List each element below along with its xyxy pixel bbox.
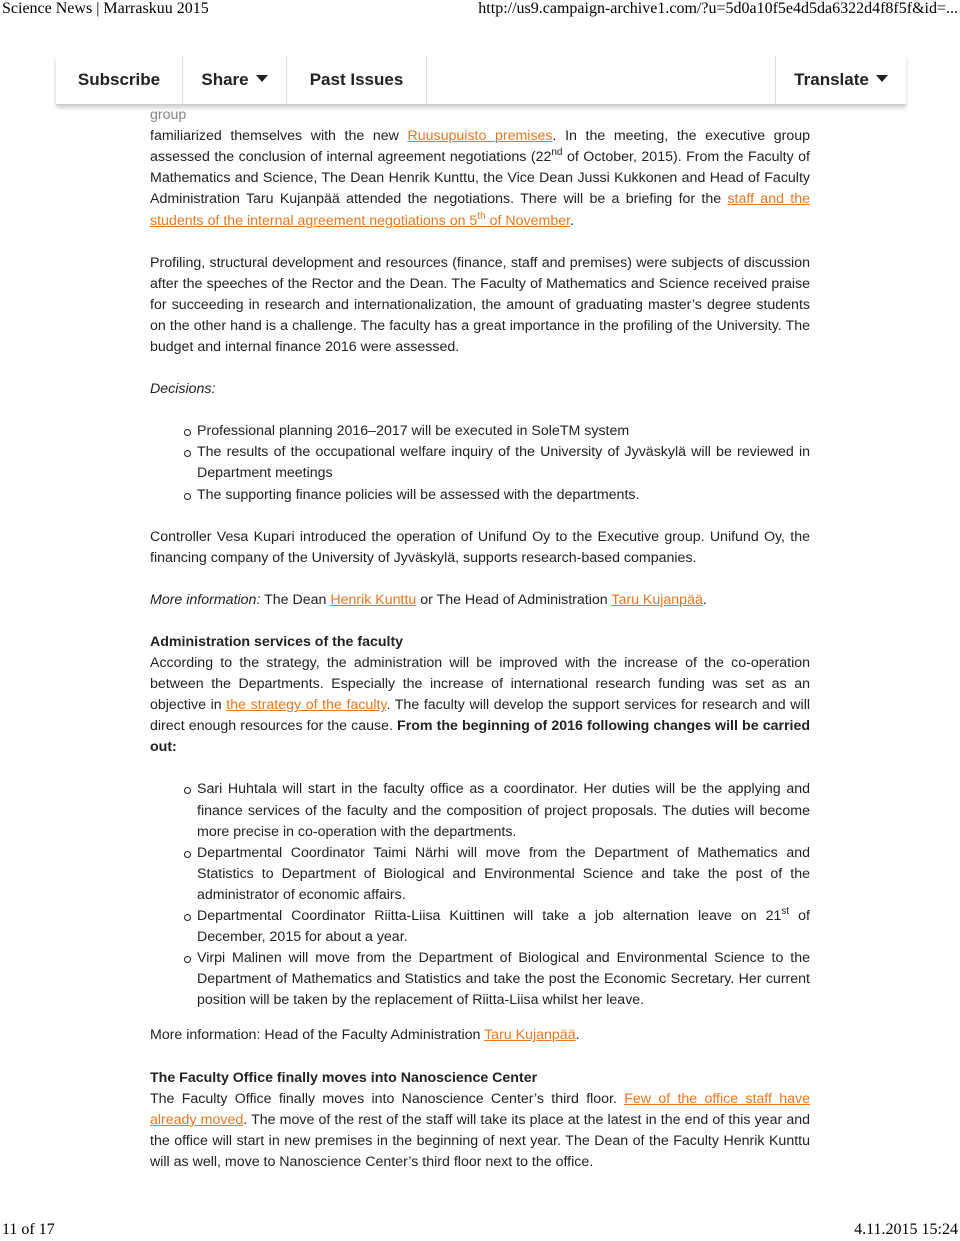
subscribe-button[interactable]: Subscribe — [77, 70, 161, 89]
list-item: Virpi Malinen will move from the Department of Biological and Environmental Science to the Department of Mathematics and Statistics and take the post the Economic Secretary. Her current position will be taken by the replacement of Riitta-Liisa whilst her leave. — [197, 948, 810, 1011]
decisions-list — [150, 421, 810, 505]
translate-button[interactable]: Translate — [776, 56, 906, 104]
changes-list — [150, 779, 810, 1011]
office-staff-moved-link[interactable]: Few of the office staff have already moved — [150, 1090, 810, 1128]
article-content — [150, 84, 810, 1173]
ruusupuisto-link[interactable]: Ruusupuisto premises — [407, 128, 553, 145]
unifund-paragraph: Controller Vesa Kupari introduced the operation of Unifund Oy to the Executive group. Unifund Oy, the financing company of the University of Jyväskylä, supports research-based companies. — [150, 528, 810, 566]
list-item: The supporting finance policies will be assessed with the departments. — [197, 485, 810, 506]
print-header-url: http://us9.campaign-archive1.com/?u=5d0a10f5e4d5da6322d4f8f5f&id=... — [478, 0, 958, 17]
admin-paragraph: According to the strategy, the administration will be improved with the increase of the co-operation between the Departments. Especially the increase of international research funding was set as an objective in the strategy of the faculty. The faculty will develop the support services for research and will direct enough resources for the cause. From the beginning of 2016 following changes will be carried out: — [150, 654, 811, 756]
list-item: Professional planning 2016–2017 will be executed in SoleTM system — [197, 421, 810, 442]
page-number: 11 of 17 — [2, 1221, 55, 1238]
share-button[interactable]: Share — [183, 56, 286, 104]
faculty-strategy-link[interactable]: the strategy of the faculty — [226, 697, 387, 714]
more-info-dean: More information: The Dean Henrik Kunttu or The Head of Administration Taru Kujanpää. — [150, 591, 707, 608]
print-footer — [0, 1221, 960, 1241]
print-header-title: Science News | Marraskuu 2015 — [2, 0, 209, 17]
decisions-label: Decisions: — [150, 381, 216, 398]
top-navbar — [56, 56, 906, 105]
clipped-line: group — [150, 107, 187, 124]
office-heading: The Faculty Office finally moves into Nanoscience Center — [150, 1069, 538, 1086]
admin-heading: Administration services of the faculty — [150, 633, 404, 650]
intro-paragraph-1: familiarized themselves with the new Ruusupuisto premises. In the meeting, the executive group assessed the conclusion of internal agreement negotiations (22nd of October, 2015). From the Faculty of Mathematics and Science, The Dean Henrik Kunttu, the Vice Dean Jussi Kukkonen and Head of Faculty Administration Taru Kujanpää attended the negotiations. There will be a briefing for the staff and the students of the internal agreement negotiations on 5th of November. — [150, 128, 810, 229]
intro-paragraph-2: Profiling, structural development and resources (finance, staff and premises) were subjects of discussion after the speeches of the Rector and the Dean. The Faculty of Mathematics and Science received praise for succeeding in research and internationalization, the amount of graduating master’s degree students on the other hand is a challenge. The faculty has a great importance in the profiling of the University. The budget and internal finance 2016 were assessed. — [150, 254, 810, 356]
taru-kujanpaa-link-2[interactable]: Taru Kujanpää — [484, 1027, 576, 1044]
more-info-admin: More information: Head of the Faculty Administration Taru Kujanpää. — [150, 1027, 580, 1044]
list-item: Sari Huhtala will start in the faculty office as a coordinator. Her duties will be the applying and finance services of the faculty and the composition of project proposals. The duties will become more precise in co-operation with the departments. — [197, 779, 810, 842]
briefing-link[interactable]: staff and the students of the internal agreement negotiations on 5th of November — [150, 191, 810, 229]
henrik-kunttu-link[interactable]: Henrik Kunttu — [330, 591, 417, 608]
office-paragraph: The Faculty Office finally moves into Nanoscience Center’s third floor. Few of the office staff have already moved. The move of the rest of the staff will take its place at the latest in the end of this year and the office will start in new premises in the beginning of next year. The Dean of the Faculty Henrik Kunttu will as well, move to Nanoscience Center’s third floor next to the office. — [150, 1090, 810, 1170]
print-datetime: 4.11.2015 15:24 — [854, 1221, 958, 1238]
list-item: The results of the occupational welfare inquiry of the University of Jyväskylä will be reviewed in Department meetings — [197, 442, 810, 484]
chevron-down-icon — [876, 75, 888, 82]
list-item: Departmental Coordinator Taimi Närhi will move from the Department of Mathematics and Statistics to Department of Biological and Environmental Science and take the post of the administrator of economic affairs. — [197, 843, 810, 906]
print-header — [0, 0, 960, 20]
chevron-down-icon — [256, 75, 268, 82]
past-issues-button[interactable]: Past Issues — [309, 70, 404, 89]
list-item: Departmental Coordinator Riitta-Liisa Kuittinen will take a job alternation leave on 21st of December, 2015 for about a year. — [197, 906, 810, 948]
taru-kujanpaa-link[interactable]: Taru Kujanpää — [611, 591, 703, 608]
